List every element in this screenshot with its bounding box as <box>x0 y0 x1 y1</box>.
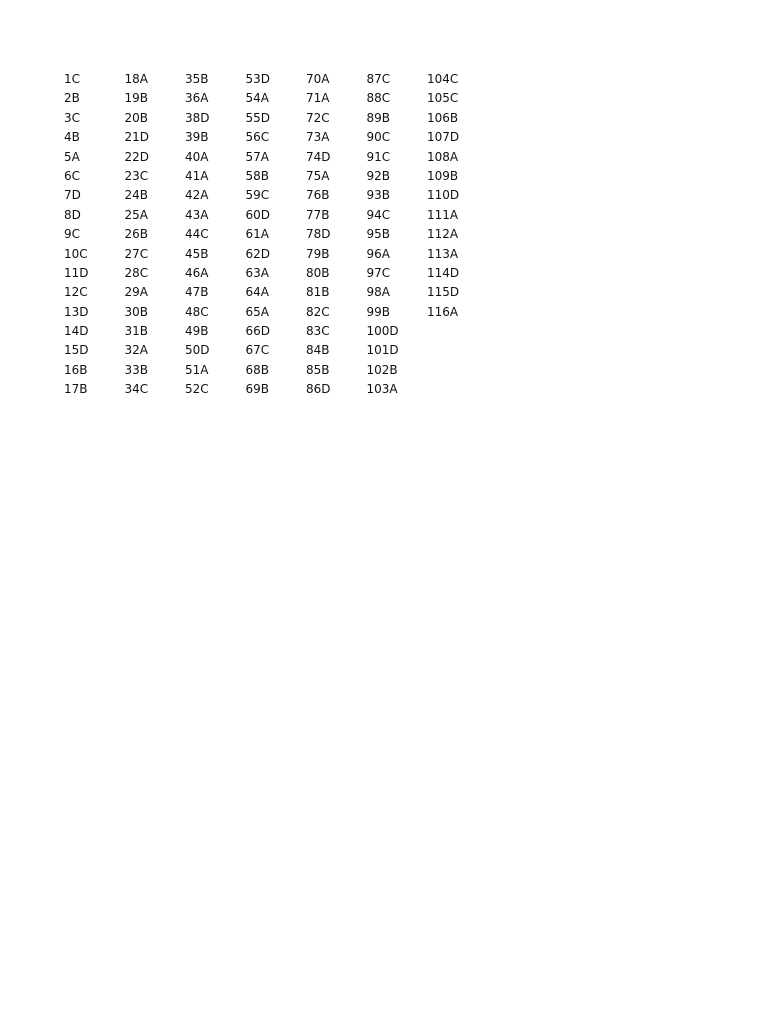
answer-entry: 60D <box>245 207 271 222</box>
answer-entry: 92B <box>366 168 391 183</box>
answer-entry: 20B <box>124 110 149 125</box>
answer-column <box>125 70 186 400</box>
answer-entry: 12C <box>64 285 88 300</box>
answer-entry: 96A <box>366 246 390 261</box>
answer-entry: 101D <box>366 343 399 358</box>
answer-entry: 25A <box>124 207 148 222</box>
answer-entry: 95B <box>366 227 391 242</box>
answer-entry: 67C <box>245 343 270 358</box>
answer-entry: 79B <box>306 246 330 261</box>
answer-entry: 56C <box>245 130 270 145</box>
answer-entry: 99B <box>366 304 391 319</box>
answer-entry: 43A <box>185 207 209 222</box>
answer-entry: 97C <box>366 265 391 280</box>
answer-entry: 89B <box>366 110 391 125</box>
answer-entry: 4B <box>64 130 80 145</box>
answer-entry: 41A <box>185 168 209 183</box>
answer-entry: 7D <box>64 188 81 203</box>
answer-entry: 8D <box>64 207 81 222</box>
answer-entry: 84B <box>306 343 330 358</box>
answer-entry: 111A <box>427 207 459 222</box>
answer-entry: 85B <box>306 362 330 377</box>
answer-entry: 76B <box>306 188 330 203</box>
answer-entry: 114D <box>427 265 460 280</box>
answer-entry: 93B <box>366 188 391 203</box>
answer-entry: 16B <box>64 362 88 377</box>
answer-entry: 58B <box>245 168 270 183</box>
answer-key-grid <box>64 70 488 400</box>
answer-entry: 33B <box>124 362 149 377</box>
answer-entry: 55D <box>245 110 271 125</box>
answer-entry: 10C <box>64 246 88 261</box>
answer-entry: 90C <box>366 130 391 145</box>
answer-entry: 78D <box>306 227 331 242</box>
answer-entry: 103A <box>366 382 398 397</box>
answer-column <box>306 70 367 400</box>
answer-entry: 82C <box>306 304 330 319</box>
answer-entry: 35B <box>185 72 209 86</box>
answer-entry: 44C <box>185 227 209 242</box>
answer-entry: 70A <box>306 72 330 86</box>
answer-entry: 27C <box>124 246 149 261</box>
answer-entry: 105C <box>427 91 459 106</box>
answer-entry: 62D <box>245 246 271 261</box>
answer-entry: 36A <box>185 91 209 106</box>
answer-entry: 66D <box>245 324 271 339</box>
answer-entry: 104C <box>427 72 459 86</box>
answer-entry: 1C <box>64 72 81 86</box>
answer-entry: 54A <box>245 91 269 106</box>
answer-entry: 108A <box>427 149 459 164</box>
answer-entry: 110D <box>427 188 460 203</box>
answer-entry: 42A <box>185 188 209 203</box>
answer-entry: 59C <box>245 188 270 203</box>
answer-entry: 50D <box>185 343 210 358</box>
answer-entry: 17B <box>64 382 88 397</box>
answer-entry: 22D <box>124 149 150 164</box>
answer-entry: 75A <box>306 168 330 183</box>
answer-entry: 39B <box>185 130 209 145</box>
answer-entry: 28C <box>124 265 149 280</box>
answer-entry: 5A <box>64 149 80 164</box>
answer-entry: 2B <box>64 91 80 106</box>
answer-entry: 64A <box>245 285 269 300</box>
answer-entry: 3C <box>64 110 81 125</box>
answer-entry: 113A <box>427 246 459 261</box>
answer-entry: 47B <box>185 285 209 300</box>
answer-entry: 23C <box>124 168 149 183</box>
answer-entry: 73A <box>306 130 330 145</box>
answer-entry: 81B <box>306 285 330 300</box>
answer-entry: 18A <box>124 72 148 86</box>
answer-entry: 45B <box>185 246 209 261</box>
answer-entry: 51A <box>185 362 209 377</box>
answer-entry: 86D <box>306 382 331 397</box>
answer-entry: 15D <box>64 343 89 358</box>
answer-column <box>246 70 307 400</box>
answer-entry: 31B <box>124 324 149 339</box>
answer-entry: 87C <box>366 72 391 86</box>
answer-entry: 13D <box>64 304 89 319</box>
answer-entry: 34C <box>124 382 149 397</box>
answer-entry: 116A <box>427 304 459 319</box>
answer-entry: 112A <box>427 227 459 242</box>
answer-entry: 83C <box>306 324 330 339</box>
answer-entry: 9C <box>64 227 81 242</box>
answer-entry: 26B <box>124 227 149 242</box>
answer-entry: 80B <box>306 265 330 280</box>
answer-entry: 21D <box>124 130 150 145</box>
answer-entry: 107D <box>427 130 460 145</box>
answer-entry: 71A <box>306 91 330 106</box>
answer-entry: 100D <box>366 324 399 339</box>
answer-entry: 29A <box>124 285 148 300</box>
answer-entry: 24B <box>124 188 149 203</box>
answer-entry: 53D <box>245 72 271 86</box>
answer-entry: 69B <box>245 382 270 397</box>
answer-entry: 106B <box>427 110 459 125</box>
answer-entry: 94C <box>366 207 391 222</box>
answer-entry: 72C <box>306 110 330 125</box>
answer-entry: 40A <box>185 149 209 164</box>
answer-entry: 115D <box>427 285 460 300</box>
answer-entry: 48C <box>185 304 209 319</box>
answer-entry: 98A <box>366 285 390 300</box>
answer-entry: 63A <box>245 265 269 280</box>
answer-entry: 14D <box>64 324 89 339</box>
answer-entry: 46A <box>185 265 209 280</box>
answer-entry: 38D <box>185 110 210 125</box>
answer-entry: 88C <box>366 91 391 106</box>
answer-entry: 32A <box>124 343 148 358</box>
answer-entry: 11D <box>64 265 89 280</box>
answer-entry: 77B <box>306 207 330 222</box>
answer-entry: 65A <box>245 304 269 319</box>
answer-entry: 61A <box>245 227 269 242</box>
answer-column <box>185 70 246 400</box>
answer-column <box>427 70 488 400</box>
answer-entry: 74D <box>306 149 331 164</box>
answer-column <box>367 70 428 400</box>
answer-entry: 30B <box>124 304 149 319</box>
answer-column <box>64 70 125 400</box>
answer-entry: 109B <box>427 168 459 183</box>
answer-entry: 57A <box>245 149 269 164</box>
answer-entry: 68B <box>245 362 270 377</box>
answer-entry: 6C <box>64 168 81 183</box>
answer-entry: 52C <box>185 382 209 397</box>
answer-entry: 91C <box>366 149 391 164</box>
answer-entry: 49B <box>185 324 209 339</box>
answer-entry: 19B <box>124 91 149 106</box>
answer-entry: 102B <box>366 362 398 377</box>
